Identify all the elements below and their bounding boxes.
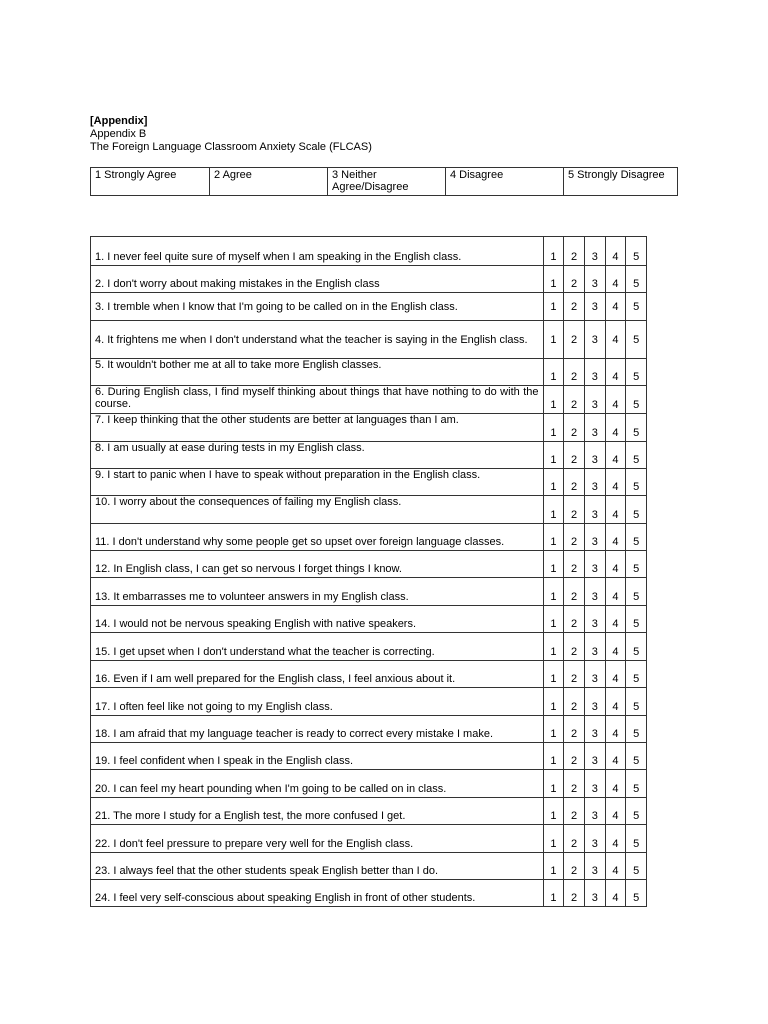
rating-option-3[interactable]: 3 [584,716,605,743]
rating-option-5[interactable]: 5 [626,661,647,688]
rating-option-2[interactable]: 2 [564,578,585,606]
rating-option-5[interactable]: 5 [626,237,647,266]
scale-option: 1 Strongly Agree [91,168,210,196]
item-statement: 22. I don't feel pressure to prepare very well for the English class. [91,825,544,853]
rating-option-1[interactable]: 1 [543,524,564,551]
rating-option-2[interactable]: 2 [564,688,585,716]
rating-option-2[interactable]: 2 [564,321,585,359]
rating-option-1[interactable]: 1 [543,578,564,606]
rating-option-2[interactable]: 2 [564,266,585,293]
rating-option-4[interactable]: 4 [605,633,626,661]
header-block [90,115,372,154]
item-row [91,633,647,661]
rating-option-5[interactable]: 5 [626,293,647,321]
rating-option-5[interactable]: 5 [626,578,647,606]
rating-option-4[interactable]: 4 [605,716,626,743]
rating-option-5[interactable]: 5 [626,469,647,496]
rating-option-4[interactable]: 4 [605,524,626,551]
item-row [91,496,647,524]
rating-option-5[interactable]: 5 [626,359,647,386]
rating-option-2[interactable]: 2 [564,743,585,770]
rating-option-5[interactable]: 5 [626,442,647,469]
item-statement: 4. It frightens me when I don't understand what the teacher is saying in the English class. [91,321,544,359]
item-statement: 15. I get upset when I don't understand what the teacher is correcting. [91,633,544,661]
rating-option-3[interactable]: 3 [584,743,605,770]
item-statement: 14. I would not be nervous speaking English with native speakers. [91,606,544,633]
rating-option-4[interactable]: 4 [605,496,626,524]
rating-option-2[interactable]: 2 [564,386,585,414]
item-statement: 24. I feel very self-conscious about speaking English in front of other students. [91,880,544,907]
rating-option-5[interactable]: 5 [626,551,647,578]
rating-option-3[interactable]: 3 [584,633,605,661]
rating-option-2[interactable]: 2 [564,442,585,469]
rating-option-4[interactable]: 4 [605,880,626,907]
rating-option-4[interactable]: 4 [605,798,626,825]
rating-option-4[interactable]: 4 [605,266,626,293]
rating-option-1[interactable]: 1 [543,414,564,442]
item-statement: 12. In English class, I can get so nervous I forget things I know. [91,551,544,578]
rating-option-5[interactable]: 5 [626,606,647,633]
item-row [91,469,647,496]
rating-option-5[interactable]: 5 [626,880,647,907]
rating-option-4[interactable]: 4 [605,551,626,578]
rating-option-1[interactable]: 1 [543,266,564,293]
rating-option-1[interactable]: 1 [543,386,564,414]
rating-option-4[interactable]: 4 [605,578,626,606]
rating-option-2[interactable]: 2 [564,798,585,825]
rating-option-5[interactable]: 5 [626,496,647,524]
item-row [91,853,647,880]
rating-option-3[interactable]: 3 [584,853,605,880]
rating-option-1[interactable]: 1 [543,716,564,743]
rating-option-1[interactable]: 1 [543,853,564,880]
item-row [91,551,647,578]
rating-option-2[interactable]: 2 [564,496,585,524]
item-statement: 5. It wouldn't bother me at all to take more English classes. [91,359,544,386]
item-statement: 1. I never feel quite sure of myself when I am speaking in the English class. [91,237,544,266]
rating-option-2[interactable]: 2 [564,551,585,578]
rating-option-4[interactable]: 4 [605,414,626,442]
rating-option-4[interactable]: 4 [605,825,626,853]
item-row [91,386,647,414]
item-row [91,798,647,825]
rating-option-3[interactable]: 3 [584,496,605,524]
rating-option-3[interactable]: 3 [584,414,605,442]
item-statement: 21. The more I study for a English test, the more confused I get. [91,798,544,825]
rating-option-4[interactable]: 4 [605,606,626,633]
item-statement: 9. I start to panic when I have to speak without preparation in the English class. [91,469,544,496]
scale-option: 2 Agree [210,168,328,196]
item-statement: 6. During English class, I find myself thinking about things that have nothing to do with the course. [91,386,544,414]
rating-option-3[interactable]: 3 [584,661,605,688]
rating-option-5[interactable]: 5 [626,633,647,661]
rating-option-3[interactable]: 3 [584,798,605,825]
rating-option-5[interactable]: 5 [626,321,647,359]
rating-option-2[interactable]: 2 [564,469,585,496]
rating-option-1[interactable]: 1 [543,688,564,716]
item-row [91,606,647,633]
scale-title: The Foreign Language Classroom Anxiety Scale (FLCAS) [90,141,372,153]
rating-option-1[interactable]: 1 [543,496,564,524]
rating-option-4[interactable]: 4 [605,688,626,716]
item-statement: 11. I don't understand why some people get so upset over foreign language classes. [91,524,544,551]
appendix-sub: Appendix B [90,128,147,140]
item-row [91,770,647,798]
rating-option-2[interactable]: 2 [564,825,585,853]
rating-option-3[interactable]: 3 [584,469,605,496]
rating-option-1[interactable]: 1 [543,551,564,578]
rating-option-4[interactable]: 4 [605,661,626,688]
item-statement: 13. It embarrasses me to volunteer answers in my English class. [91,578,544,606]
item-row [91,359,647,386]
rating-option-4[interactable]: 4 [605,321,626,359]
rating-option-4[interactable]: 4 [605,293,626,321]
rating-option-2[interactable]: 2 [564,633,585,661]
rating-option-5[interactable]: 5 [626,743,647,770]
rating-option-2[interactable]: 2 [564,237,585,266]
rating-option-1[interactable]: 1 [543,798,564,825]
rating-option-5[interactable]: 5 [626,688,647,716]
item-row [91,414,647,442]
rating-option-1[interactable]: 1 [543,293,564,321]
rating-option-3[interactable]: 3 [584,386,605,414]
rating-option-5[interactable]: 5 [626,524,647,551]
rating-option-5[interactable]: 5 [626,770,647,798]
item-row [91,743,647,770]
item-row [91,293,647,321]
rating-option-2[interactable]: 2 [564,414,585,442]
rating-option-2[interactable]: 2 [564,524,585,551]
item-row [91,524,647,551]
item-statement: 19. I feel confident when I speak in the English class. [91,743,544,770]
item-statement: 20. I can feel my heart pounding when I'm going to be called on in class. [91,770,544,798]
rating-option-3[interactable]: 3 [584,524,605,551]
item-statement: 8. I am usually at ease during tests in my English class. [91,442,544,469]
item-statement: 10. I worry about the consequences of failing my English class. [91,496,544,524]
rating-option-3[interactable]: 3 [584,578,605,606]
rating-option-1[interactable]: 1 [543,661,564,688]
rating-option-3[interactable]: 3 [584,770,605,798]
item-row [91,880,647,907]
item-statement: 2. I don't worry about making mistakes in the English class [91,266,544,293]
item-statement: 7. I keep thinking that the other students are better at languages than I am. [91,414,544,442]
item-statement: 17. I often feel like not going to my English class. [91,688,544,716]
rating-option-3[interactable]: 3 [584,442,605,469]
rating-option-3[interactable]: 3 [584,293,605,321]
rating-option-4[interactable]: 4 [605,469,626,496]
rating-option-5[interactable]: 5 [626,716,647,743]
rating-option-4[interactable]: 4 [605,237,626,266]
rating-option-2[interactable]: 2 [564,853,585,880]
rating-option-1[interactable]: 1 [543,237,564,266]
rating-option-1[interactable]: 1 [543,825,564,853]
rating-option-3[interactable]: 3 [584,825,605,853]
item-row [91,716,647,743]
rating-option-2[interactable]: 2 [564,293,585,321]
rating-option-5[interactable]: 5 [626,798,647,825]
rating-option-5[interactable]: 5 [626,825,647,853]
rating-option-1[interactable]: 1 [543,359,564,386]
rating-option-3[interactable]: 3 [584,266,605,293]
rating-option-3[interactable]: 3 [584,321,605,359]
rating-option-5[interactable]: 5 [626,266,647,293]
item-row [91,825,647,853]
rating-option-1[interactable]: 1 [543,606,564,633]
rating-option-4[interactable]: 4 [605,743,626,770]
rating-option-2[interactable]: 2 [564,880,585,907]
scale-option: 5 Strongly Disagree [564,168,678,196]
rating-option-4[interactable]: 4 [605,853,626,880]
item-row [91,266,647,293]
rating-option-3[interactable]: 3 [584,688,605,716]
rating-option-3[interactable]: 3 [584,237,605,266]
item-statement: 18. I am afraid that my language teacher is ready to correct every mistake I make. [91,716,544,743]
scale-legend-table [90,167,678,196]
rating-option-2[interactable]: 2 [564,661,585,688]
rating-option-2[interactable]: 2 [564,716,585,743]
rating-option-1[interactable]: 1 [543,880,564,907]
rating-option-5[interactable]: 5 [626,414,647,442]
scale-legend-row [91,168,678,196]
scale-option: 3 Neither Agree/Disagree [328,168,446,196]
item-row [91,661,647,688]
item-statement: 23. I always feel that the other students speak English better than I do. [91,853,544,880]
scale-option: 4 Disagree [446,168,564,196]
questionnaire-table [90,236,647,907]
item-row [91,237,647,266]
item-row [91,321,647,359]
rating-option-3[interactable]: 3 [584,551,605,578]
rating-option-4[interactable]: 4 [605,442,626,469]
rating-option-2[interactable]: 2 [564,606,585,633]
rating-option-1[interactable]: 1 [543,743,564,770]
rating-option-2[interactable]: 2 [564,770,585,798]
rating-option-3[interactable]: 3 [584,606,605,633]
rating-option-1[interactable]: 1 [543,633,564,661]
rating-option-5[interactable]: 5 [626,853,647,880]
item-statement: 16. Even if I am well prepared for the English class, I feel anxious about it. [91,661,544,688]
item-row [91,442,647,469]
rating-option-1[interactable]: 1 [543,321,564,359]
rating-option-1[interactable]: 1 [543,770,564,798]
rating-option-4[interactable]: 4 [605,386,626,414]
rating-option-1[interactable]: 1 [543,442,564,469]
rating-option-3[interactable]: 3 [584,359,605,386]
item-row [91,688,647,716]
rating-option-4[interactable]: 4 [605,359,626,386]
appendix-label: [Appendix] [90,115,148,127]
item-statement: 3. I tremble when I know that I'm going to be called on in the English class. [91,293,544,321]
rating-option-1[interactable]: 1 [543,469,564,496]
rating-option-5[interactable]: 5 [626,386,647,414]
item-row [91,578,647,606]
rating-option-2[interactable]: 2 [564,359,585,386]
rating-option-3[interactable]: 3 [584,880,605,907]
rating-option-4[interactable]: 4 [605,770,626,798]
